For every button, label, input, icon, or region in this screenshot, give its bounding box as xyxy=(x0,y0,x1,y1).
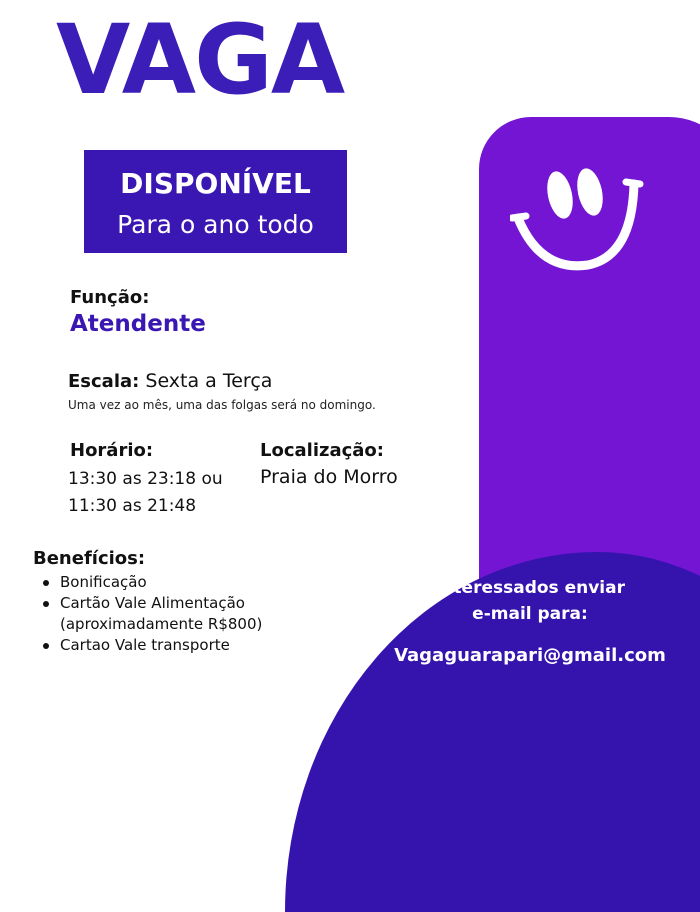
localizacao-value: Praia do Morro xyxy=(260,466,398,488)
benefit-text: Cartao Vale transporte xyxy=(60,636,230,654)
list-item xyxy=(40,593,262,635)
banner-subtitle: Para o ano todo xyxy=(117,210,314,239)
benefits-list xyxy=(40,572,262,656)
localizacao-label: Localização: xyxy=(260,440,384,461)
funcao-value: Atendente xyxy=(70,311,206,337)
list-item xyxy=(40,635,262,656)
horario-value xyxy=(68,466,223,520)
contact-email[interactable]: Vagaguarapari@gmail.com xyxy=(394,645,666,666)
funcao-label: Função: xyxy=(70,287,150,308)
bullet-icon xyxy=(43,643,49,649)
benefit-text: Cartão Vale Alimentação xyxy=(60,594,245,612)
escala-label: Escala: xyxy=(68,371,140,392)
bullet-icon xyxy=(43,580,49,586)
bullet-icon xyxy=(43,601,49,607)
page-title: VAGA xyxy=(56,4,344,116)
benefit-text-continuation: (aproximadamente R$800) xyxy=(60,615,263,633)
contact-text-line-1: Interessados enviar xyxy=(435,578,625,598)
banner-title: DISPONÍVEL xyxy=(120,167,311,200)
benefit-text: Bonificação xyxy=(60,573,147,591)
beneficios-label: Benefícios: xyxy=(33,548,146,569)
contact-text-line-2: e-mail para: xyxy=(472,604,588,624)
escala-value: Sexta a Terça xyxy=(145,370,273,392)
escala-note: Uma vez ao mês, uma das folgas será no domingo. xyxy=(68,398,376,412)
horario-label: Horário: xyxy=(70,440,154,461)
escala-row xyxy=(68,370,272,392)
horario-line-2: 11:30 as 21:48 xyxy=(68,496,197,516)
smiley-face-icon xyxy=(510,160,645,275)
list-item xyxy=(40,572,262,593)
horario-line-1: 13:30 as 23:18 ou xyxy=(68,469,223,489)
